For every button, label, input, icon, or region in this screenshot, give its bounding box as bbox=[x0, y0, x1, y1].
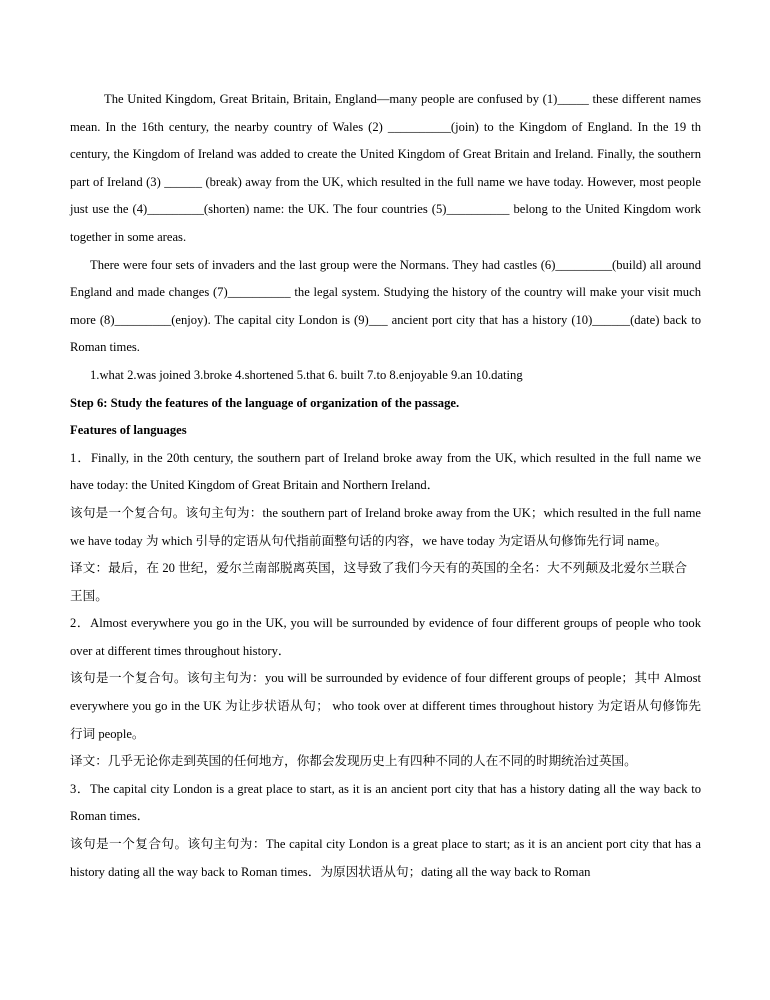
section-subheading: Features of languages bbox=[70, 423, 187, 438]
item-3-sentence: 3．The capital city London is a great place to start, as it is an ancient port city that has a history dating all the way back to Roman times． bbox=[70, 781, 701, 824]
item-1-analysis: 该句是一个复合句。该句主句为：the southern part of Ireland broke away from the UK；which resulted in the full name we have today 为 which 引导的定语从句代指前面整句话的内容，we have today 为定语从句修饰先行词 name。 bbox=[70, 505, 701, 548]
passage-paragraph-1: The United Kingdom, Great Britain, Britain, England—many people are confused by (1)_____ these different names mean. In the 16th century, the nearby country of Wales (2) __________(join) to the Kingdom of England. In the 19 th century, the Kingdom of Ireland was added to create the United Kingdom of Great Britain and Ireland. Finally, the southern part of Ireland (3) ______ (break) away from the UK, which resulted in the full name we have today. However, most people just use the (4)_________(shorten) name: the UK. The four countries (5)__________ belong to the United Kingdom work together in some areas. bbox=[70, 92, 701, 244]
step-heading: Step 6: Study the features of the language of organization of the passage. bbox=[70, 395, 460, 410]
answer-key: 1.what 2.was joined 3.broke 4.shortened 5.that 6. built 7.to 8.enjoyable 9.an 10.dating bbox=[90, 367, 523, 382]
item-2-sentence: 2．Almost everywhere you go in the UK, you will be surrounded by evidence of four different groups of people who took over at different times throughout history． bbox=[70, 616, 701, 658]
item-2-translation: 译文：几乎无论你走到英国的任何地方，你都会发现历史上有四种不同的人在不同的时期统治过英国。 bbox=[70, 754, 637, 769]
item-1-translation: 译文：最后，在 20 世纪，爱尔兰南部脱离英国，这导致了我们今天有的英国的全名：大不列颠及北爱尔兰联合王国。 bbox=[70, 561, 687, 603]
item-1-sentence: 1．Finally, in the 20th century, the southern part of Ireland broke away from the UK, which resulted in the full name we have today: the United Kingdom of Great Britain and Northern Ireland． bbox=[70, 450, 701, 493]
item-3-analysis: 该句是一个复合句。该句主句为：The capital city London is a great place to start; as it is an ancient port city that has a history dating all the way back to Roman times．为原因状语从句；dating all the way back to Roman bbox=[70, 837, 701, 879]
passage-paragraph-2: There were four sets of invaders and the last group were the Normans. They had castles (6)_________(build) all around England and made changes (7)__________ the legal system. Studying the history of the country will make your visit much more (8)_________(enjoy). The capital city London is (9)___ ancient port city that has a history (10)______(date) back to Roman times. bbox=[70, 257, 701, 355]
item-2-analysis: 该句是一个复合句。该句主句为：you will be surrounded by evidence of four different groups of people；其中 Almost everywhere you go in the UK 为让步状语从句； who took over at different times throughout history 为定语从句修饰先行词 people。 bbox=[70, 671, 701, 741]
